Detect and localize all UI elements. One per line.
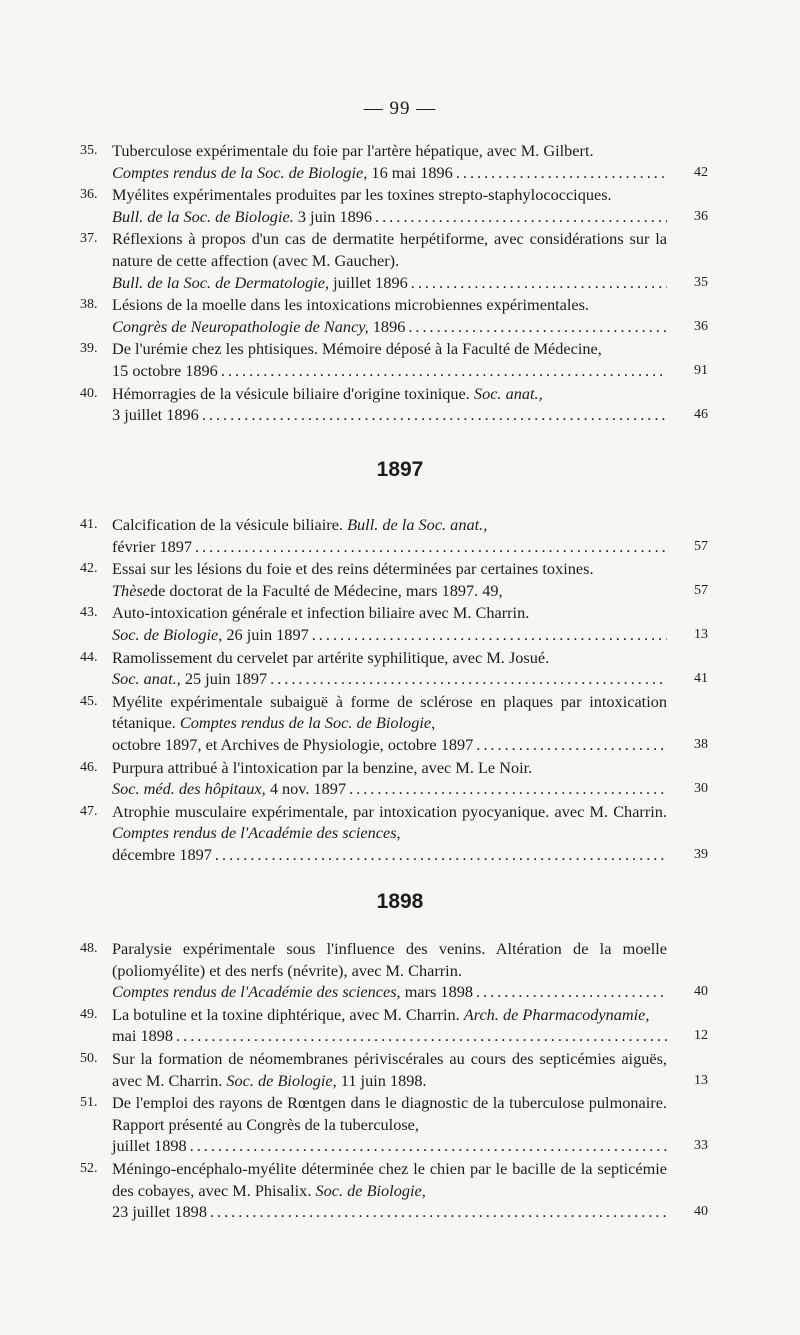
entry-number: 44. xyxy=(80,649,98,665)
leader-dots xyxy=(456,162,667,184)
leader-dots xyxy=(210,1201,667,1223)
entry-page: 57 xyxy=(694,538,708,554)
leader-dots xyxy=(215,844,667,866)
leader-dots xyxy=(476,734,667,756)
entry-number: 35. xyxy=(80,143,98,158)
entry-text: Lésions de la moelle dans les intoxications microbiennes expérimentales. Congrès de Neuropathologie de Nancy, 1896 ..... xyxy=(112,294,667,337)
leader-dots xyxy=(221,360,667,382)
entry-reference: Congrès de Neuropathologie de Nancy, xyxy=(112,316,369,336)
leader-dots xyxy=(176,1025,667,1047)
entry-reference: Bull. de la Soc. de Dermatologie, xyxy=(112,272,330,292)
entry-page: 41 xyxy=(694,671,708,687)
entry-text: La botuline et la toxine diphtérique, avec M. Charrin. Arch. de Pharmacodynamie, mai 1898 ..... xyxy=(112,1004,667,1047)
entry-date: juillet 1898 xyxy=(112,1136,187,1156)
entry-number: 38. xyxy=(80,297,98,313)
entry-date: 23 juillet 1898 xyxy=(112,1202,207,1222)
entry-number: 51. xyxy=(80,1095,98,1111)
entry-text: Myélite expérimentale subaiguë à forme de sclérose en plaques par intoxication tétanique. Comptes rendus de la Soc. de Biologie, octobre 1897, et Archives de Physiologie, octobre 1897 ..... xyxy=(112,691,667,756)
list-item xyxy=(0,757,800,800)
entry-number: 41. xyxy=(80,517,98,532)
list-item xyxy=(0,602,800,645)
entry-number: 40. xyxy=(80,385,98,401)
entry-reference: Soc. anat., xyxy=(473,383,543,403)
entry-text: De l'urémie chez les phtisiques. Mémoire déposé à la Faculté de Médecine, 15 octobre 1896 ..... xyxy=(112,338,667,381)
entry-page: 33 xyxy=(694,1138,708,1154)
entry-date: 16 mai 1896 xyxy=(371,162,453,182)
section-1896 xyxy=(0,140,800,427)
entry-date: de doctorat de la Faculté de Médecine, mars 1897. 49, xyxy=(149,580,503,600)
entry-page: 36 xyxy=(694,208,708,224)
list-item xyxy=(0,514,800,557)
entry-date: décembre 1897 xyxy=(112,844,212,864)
entry-text: Essai sur les lésions du foie et des reins déterminées par certaines toxines. Thèse de doctorat de la Faculté de Médecine, mars 1897. 49, xyxy=(112,559,594,600)
entry-number: 49. xyxy=(80,1006,98,1022)
entry-date: 4 nov. 1897 xyxy=(269,779,347,799)
entry-text: Auto-intoxication générale et infection biliaire avec M. Charrin. Soc. de Biologie, 26 juin 1897 ..... xyxy=(112,602,667,645)
entry-reference: Comptes rendus de l'Académie des sciences, xyxy=(112,982,401,1002)
entry-reference: Comptes rendus de la Soc. de Biologie, xyxy=(179,713,436,733)
entry-number: 47. xyxy=(80,803,98,819)
list-item xyxy=(0,691,800,756)
list-item xyxy=(0,228,800,293)
section-1897 xyxy=(0,514,800,867)
entry-number: 37. xyxy=(80,231,98,247)
entry-page: 13 xyxy=(694,1072,708,1088)
entry-date: 26 juin 1897 xyxy=(226,624,309,644)
entry-reference: Comptes rendus de la Soc. de Biologie, xyxy=(112,162,368,182)
year-heading-1897: 1897 xyxy=(376,458,424,481)
entry-text: Réflexions à propos d'un cas de dermatite herpétiforme, avec considérations sur la nature de cette affection (avec M. Gaucher). Bull. de la Soc. de Dermatologie, juillet 1896 ..... xyxy=(112,228,667,293)
entry-page: 13 xyxy=(694,626,708,642)
entry-page: 30 xyxy=(694,781,708,797)
entry-page: 36 xyxy=(694,318,708,334)
entry-reference: Thèse xyxy=(112,580,150,600)
entry-text: Hémorragies de la vésicule biliaire d'origine toxinique. Soc. anat., 3 juillet 1896 ..... xyxy=(112,383,667,426)
entry-date: 25 juin 1897 xyxy=(184,669,268,689)
leader-dots xyxy=(312,624,667,646)
list-item xyxy=(0,938,800,1003)
entry-text: Tuberculose expérimentale du foie par l'artère hépatique, avec M. Gilbert. Comptes rendus de la Soc. de Biologie, 16 mai 1896 ..... xyxy=(112,140,667,183)
entry-text: Purpura attribué à l'intoxication par la benzine, avec M. Le Noir. Soc. méd. des hôpitaux, 4 nov. 1897 ..... xyxy=(112,757,667,800)
entry-date: 3 juillet 1896 xyxy=(112,405,199,425)
entry-number: 52. xyxy=(80,1160,98,1176)
entry-date: mai 1898 xyxy=(112,1026,174,1046)
entry-reference: Bull. de la Soc. anat., xyxy=(347,515,488,534)
list-item xyxy=(0,184,800,227)
entry-date: juillet 1896 xyxy=(333,272,408,292)
leader-dots xyxy=(411,272,667,294)
leader-dots xyxy=(190,1135,667,1157)
list-item xyxy=(0,338,800,381)
entry-reference: Arch. de Pharmacodynamie, xyxy=(463,1004,650,1024)
list-item xyxy=(0,801,800,866)
entry-page: 46 xyxy=(694,407,708,423)
entry-date: février 1897 xyxy=(112,536,193,556)
entry-text: Ramolissement du cervelet par artérite syphilitique, avec M. Josué. Soc. anat., 25 juin 1897 ..... xyxy=(112,647,667,690)
entry-number: 43. xyxy=(80,605,98,621)
entry-number: 48. xyxy=(80,941,98,956)
entry-page: 40 xyxy=(694,984,708,1000)
leader-dots xyxy=(195,536,667,558)
leader-dots xyxy=(270,668,667,690)
entry-date: octobre 1897, et Archives de Physiologie, octobre 1897 xyxy=(112,734,474,754)
list-item xyxy=(0,1158,800,1223)
entry-date: 1896 xyxy=(372,316,406,336)
entry-page: 35 xyxy=(694,274,708,290)
entry-page: 38 xyxy=(694,736,708,752)
entry-page: 57 xyxy=(694,582,708,598)
entry-text: Atrophie musculaire expérimentale, par intoxication pyocyanique. avec M. Charrin. Comptes rendus de l'Académie des sciences, décembre 1897 ..... xyxy=(112,801,667,866)
entry-reference: Comptes rendus de l'Académie des sciences, xyxy=(112,823,401,843)
entry-text: Myélites expérimentales produites par les toxines strepto-staphylococciques. Bull. de la Soc. de Biologie. 3 juin 1896 ..... xyxy=(112,184,667,227)
entry-reference: Soc. de Biologie, xyxy=(112,624,223,644)
leader-dots xyxy=(476,981,667,1003)
entry-page: 39 xyxy=(694,846,708,862)
entry-date: 3 juin 1896 xyxy=(297,206,373,226)
entry-page: 12 xyxy=(694,1028,708,1044)
entry-reference: Bull. de la Soc. de Biologie. xyxy=(112,206,294,226)
list-item xyxy=(0,558,800,601)
entry-page: 42 xyxy=(694,164,708,180)
entry-text: Paralysie expérimentale sous l'influence des venins. Altération de la moelle (poliomyélite) et des nerfs (névrite), avec M. Charrin. Comptes rendus de l'Académie des sciences, mars 1898 ..... xyxy=(112,938,667,1003)
entry-text: Méningo-encéphalo-myélite déterminée chez le chien par le bacille de la septicémie des cobayes, avec M. Phisalix. Soc. de Biologie, 23 juillet 1898 ..... xyxy=(112,1158,667,1223)
list-item xyxy=(0,1048,800,1091)
entry-text: De l'emploi des rayons de Rœntgen dans le diagnostic de la tuberculose pulmonaire. Rapport présenté au Congrès de la tuberculose, juillet 1898 ..... xyxy=(112,1092,667,1157)
entry-text: Calcification de la vésicule biliaire. Bull. de la Soc. anat., février 1897 ..... xyxy=(112,514,667,557)
list-item xyxy=(0,1092,800,1157)
entry-date: 11 juin 1898. xyxy=(340,1070,427,1090)
entry-number: 36. xyxy=(80,187,98,203)
entry-number: 46. xyxy=(80,759,98,775)
entry-number: 39. xyxy=(80,341,98,357)
entry-number: 42. xyxy=(80,561,98,577)
leader-dots xyxy=(408,316,667,338)
entry-page: 40 xyxy=(694,1204,708,1220)
year-heading-1898: 1898 xyxy=(376,890,424,913)
entry-number: 50. xyxy=(80,1050,98,1066)
entry-reference: Soc. méd. des hôpitaux, xyxy=(112,779,266,799)
entry-reference: Soc. de Biologie, xyxy=(315,1180,426,1200)
leader-dots xyxy=(202,404,667,426)
section-1898 xyxy=(0,938,800,1224)
list-item xyxy=(0,294,800,337)
entry-date: mars 1898 xyxy=(404,982,473,1002)
entry-page: 91 xyxy=(694,362,708,378)
page-number: — 99 — xyxy=(363,98,437,119)
leader-dots xyxy=(349,778,667,800)
entry-text: Sur la formation de néomembranes périviscérales au cours des septicémies aiguës, avec M. Charrin. Soc. de Biologie, 11 juin 1898. xyxy=(112,1048,667,1090)
leader-dots xyxy=(375,206,667,228)
entry-number: 45. xyxy=(80,693,98,709)
entry-reference: Soc. anat., xyxy=(112,669,181,689)
list-item xyxy=(0,140,800,183)
entry-reference: Soc. de Biologie, xyxy=(226,1070,337,1090)
list-item xyxy=(0,1004,800,1047)
list-item xyxy=(0,383,800,426)
list-item xyxy=(0,647,800,690)
entry-date: 15 octobre 1896 xyxy=(112,360,218,380)
